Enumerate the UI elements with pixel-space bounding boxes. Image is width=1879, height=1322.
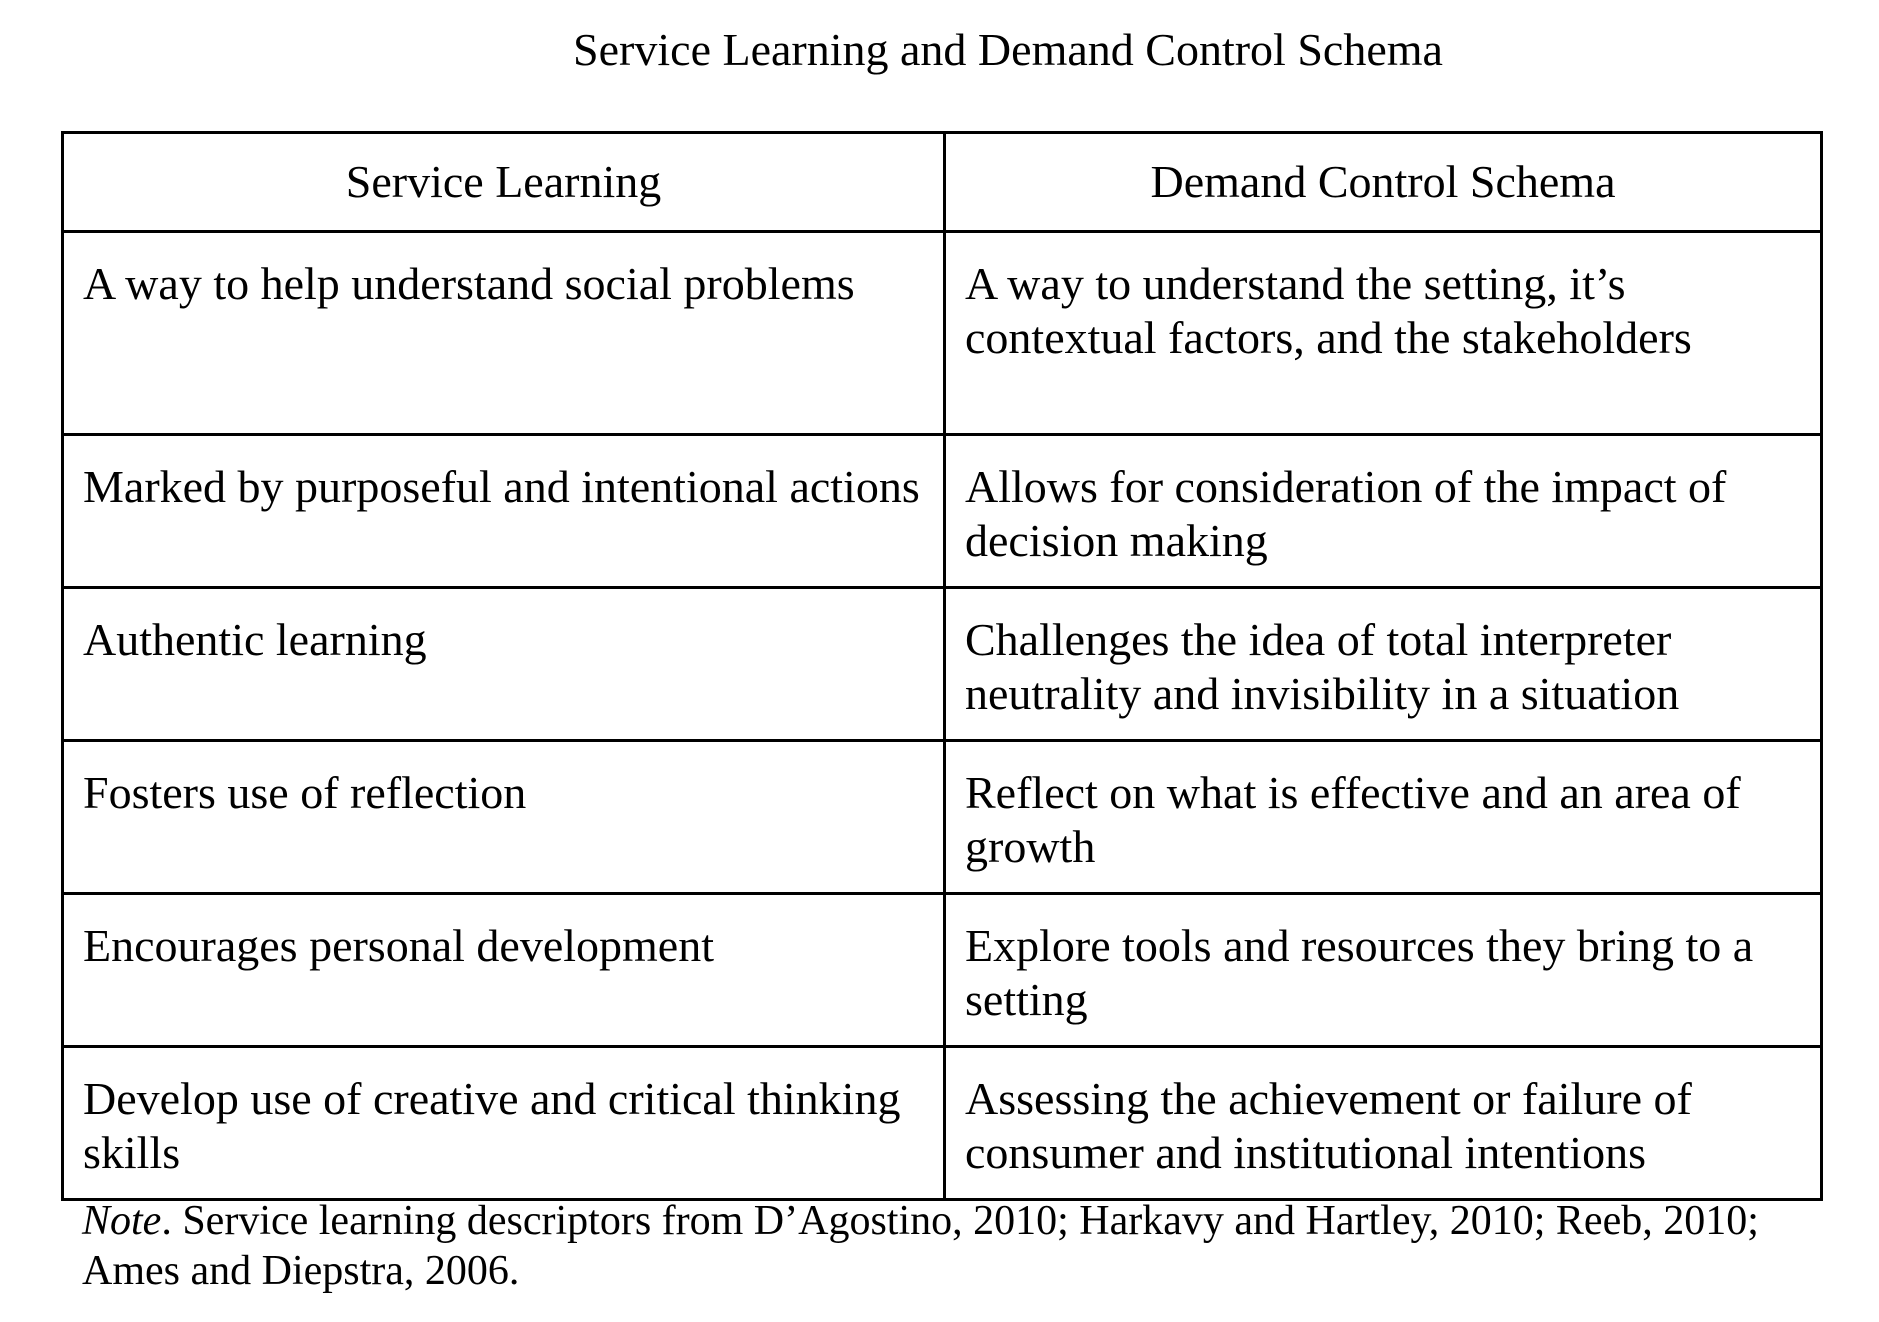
demand-control-cell: Reflect on what is effective and an area of growth: [945, 741, 1822, 894]
demand-control-cell: Challenges the idea of total interpreter neutrality and invisibility in a situation: [945, 588, 1822, 741]
service-learning-cell: Marked by purposeful and intentional actions: [63, 435, 945, 588]
table-title: Service Learning and Demand Control Schema: [573, 24, 1443, 75]
note-label: Note: [82, 1198, 162, 1244]
table-header-row: [63, 133, 1822, 232]
table-row: [63, 741, 1822, 894]
table-row: [63, 232, 1822, 435]
table-row: [63, 435, 1822, 588]
service-learning-cell: Authentic learning: [63, 588, 945, 741]
table-row: [63, 588, 1822, 741]
demand-control-cell: Allows for consideration of the impact of decision making: [945, 435, 1822, 588]
table-row: [63, 894, 1822, 1047]
service-learning-cell: Fosters use of reflection: [63, 741, 945, 894]
demand-control-cell: Assessing the achievement or failure of consumer and institutional intentions: [945, 1047, 1822, 1200]
header-demand-control-schema: Demand Control Schema: [945, 133, 1822, 232]
comparison-table: [61, 131, 1823, 1201]
demand-control-cell: A way to understand the setting, it’s contextual factors, and the stakeholders: [945, 232, 1822, 435]
table-note: [82, 1196, 1842, 1296]
table-row: [63, 1047, 1822, 1200]
demand-control-cell: Explore tools and resources they bring to a setting: [945, 894, 1822, 1047]
note-text: . Service learning descriptors from D’Agostino, 2010; Harkavy and Hartley, 2010; Reeb, 2010; Ames and Diepstra, 2006.: [82, 1198, 1759, 1294]
service-learning-cell: Encourages personal development: [63, 894, 945, 1047]
service-learning-cell: Develop use of creative and critical thinking skills: [63, 1047, 945, 1200]
header-service-learning: Service Learning: [63, 133, 945, 232]
service-learning-cell: A way to help understand social problems: [63, 232, 945, 435]
